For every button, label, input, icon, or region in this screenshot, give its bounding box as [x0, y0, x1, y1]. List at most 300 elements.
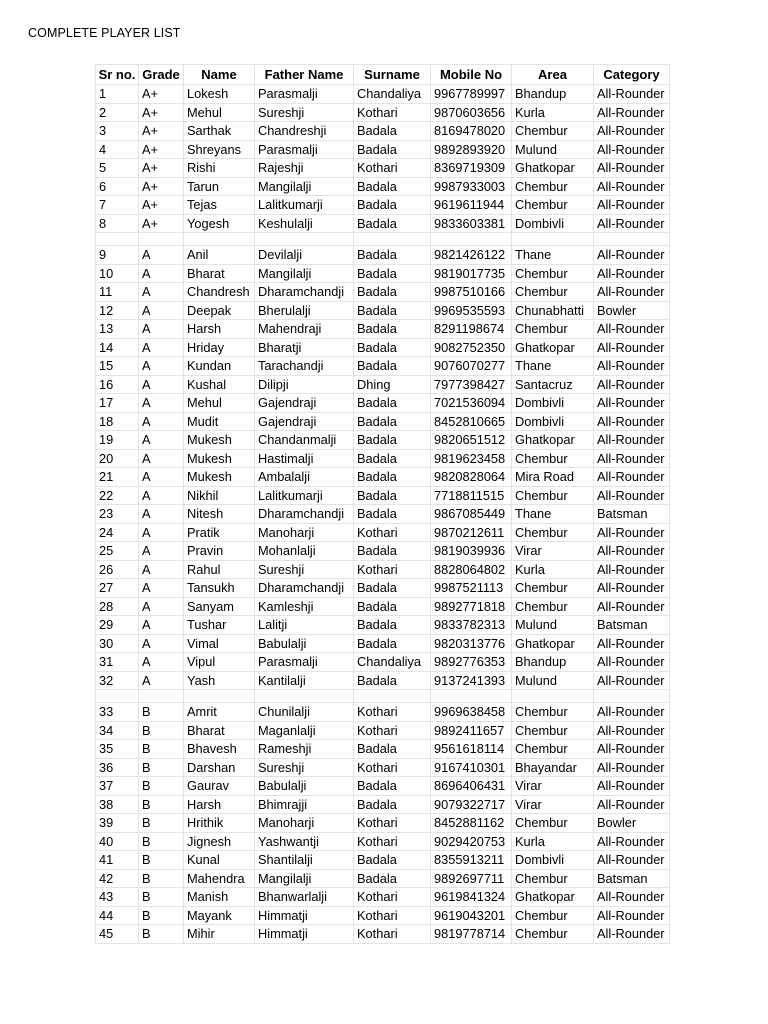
cell-category: All-Rounder: [594, 103, 670, 122]
cell-father-name: Gajendraji: [255, 394, 354, 413]
table-row: [96, 122, 670, 141]
cell-area: Chembur: [512, 264, 594, 283]
cell-category: All-Rounder: [594, 196, 670, 215]
cell-father-name: Chandanmalji: [255, 431, 354, 450]
cell-mobile-no: 7718811515: [431, 486, 512, 505]
header-name: Name: [184, 65, 255, 85]
cell-sr-no: 2: [96, 103, 139, 122]
cell-area: Chembur: [512, 320, 594, 339]
cell-area: Chembur: [512, 703, 594, 722]
cell-surname: Chandaliya: [354, 653, 431, 672]
cell-surname: Badala: [354, 214, 431, 233]
cell-area: Chembur: [512, 177, 594, 196]
table-row: [96, 542, 670, 561]
cell-sr-no: 18: [96, 412, 139, 431]
table-row: [96, 375, 670, 394]
cell-father-name: Dharamchandji: [255, 505, 354, 524]
cell-sr-no: 21: [96, 468, 139, 487]
cell-name: Pravin: [184, 542, 255, 561]
cell-sr-no: 13: [96, 320, 139, 339]
cell-grade: A: [139, 264, 184, 283]
cell-area: Mulund: [512, 140, 594, 159]
empty-cell: [431, 690, 512, 703]
cell-name: Rishi: [184, 159, 255, 178]
cell-father-name: Lalitkumarji: [255, 486, 354, 505]
table-row: [96, 177, 670, 196]
cell-mobile-no: 9892697711: [431, 869, 512, 888]
cell-surname: Badala: [354, 431, 431, 450]
cell-mobile-no: 9969535593: [431, 301, 512, 320]
cell-father-name: Mangilalji: [255, 264, 354, 283]
cell-surname: Kothari: [354, 758, 431, 777]
cell-name: Harsh: [184, 795, 255, 814]
cell-surname: Badala: [354, 468, 431, 487]
cell-father-name: Babulalji: [255, 634, 354, 653]
cell-surname: Kothari: [354, 888, 431, 907]
cell-father-name: Lalitkumarji: [255, 196, 354, 215]
cell-father-name: Parasmalji: [255, 85, 354, 104]
cell-grade: B: [139, 795, 184, 814]
cell-category: All-Rounder: [594, 906, 670, 925]
cell-surname: Badala: [354, 740, 431, 759]
table-row: [96, 338, 670, 357]
cell-father-name: Sureshji: [255, 758, 354, 777]
cell-father-name: Bhanwarlalji: [255, 888, 354, 907]
cell-name: Kundan: [184, 357, 255, 376]
cell-category: All-Rounder: [594, 375, 670, 394]
cell-sr-no: 44: [96, 906, 139, 925]
cell-area: Chembur: [512, 486, 594, 505]
cell-mobile-no: 9820651512: [431, 431, 512, 450]
cell-sr-no: 4: [96, 140, 139, 159]
table-row: [96, 869, 670, 888]
cell-area: Chembur: [512, 906, 594, 925]
cell-category: All-Rounder: [594, 486, 670, 505]
cell-surname: Badala: [354, 795, 431, 814]
table-row: [96, 560, 670, 579]
cell-area: Chembur: [512, 597, 594, 616]
cell-grade: B: [139, 906, 184, 925]
cell-father-name: Mangilalji: [255, 869, 354, 888]
cell-category: All-Rounder: [594, 758, 670, 777]
cell-grade: A: [139, 394, 184, 413]
empty-cell: [512, 690, 594, 703]
empty-cell: [96, 690, 139, 703]
cell-name: Sanyam: [184, 597, 255, 616]
cell-sr-no: 38: [96, 795, 139, 814]
cell-grade: A: [139, 320, 184, 339]
empty-cell: [431, 233, 512, 246]
cell-area: Dombivli: [512, 412, 594, 431]
cell-sr-no: 42: [96, 869, 139, 888]
empty-cell: [594, 690, 670, 703]
table-row: [96, 264, 670, 283]
empty-cell: [354, 233, 431, 246]
cell-mobile-no: 9561618114: [431, 740, 512, 759]
empty-cell: [512, 233, 594, 246]
cell-grade: A+: [139, 85, 184, 104]
cell-sr-no: 7: [96, 196, 139, 215]
cell-father-name: Lalitji: [255, 616, 354, 635]
cell-mobile-no: 9167410301: [431, 758, 512, 777]
cell-mobile-no: 8696406431: [431, 777, 512, 796]
cell-area: Mulund: [512, 616, 594, 635]
cell-sr-no: 16: [96, 375, 139, 394]
cell-area: Virar: [512, 795, 594, 814]
cell-grade: A: [139, 560, 184, 579]
cell-area: Chembur: [512, 869, 594, 888]
cell-father-name: Dharamchandji: [255, 579, 354, 598]
cell-sr-no: 39: [96, 814, 139, 833]
cell-mobile-no: 9870603656: [431, 103, 512, 122]
document-title: COMPLETE PLAYER LIST: [28, 26, 181, 40]
cell-name: Yash: [184, 671, 255, 690]
cell-category: All-Rounder: [594, 888, 670, 907]
table-row: [96, 634, 670, 653]
cell-category: All-Rounder: [594, 283, 670, 302]
table-row: [96, 795, 670, 814]
cell-surname: Kothari: [354, 925, 431, 944]
cell-name: Tejas: [184, 196, 255, 215]
cell-category: All-Rounder: [594, 214, 670, 233]
cell-category: All-Rounder: [594, 851, 670, 870]
cell-name: Manish: [184, 888, 255, 907]
empty-cell: [184, 233, 255, 246]
cell-category: All-Rounder: [594, 177, 670, 196]
table-row: [96, 597, 670, 616]
cell-father-name: Ambalalji: [255, 468, 354, 487]
cell-category: All-Rounder: [594, 597, 670, 616]
cell-father-name: Mohanlalji: [255, 542, 354, 561]
cell-surname: Kothari: [354, 560, 431, 579]
cell-sr-no: 12: [96, 301, 139, 320]
cell-father-name: Rameshji: [255, 740, 354, 759]
cell-area: Thane: [512, 246, 594, 265]
cell-grade: A: [139, 486, 184, 505]
cell-surname: Kothari: [354, 703, 431, 722]
cell-father-name: Kamleshji: [255, 597, 354, 616]
cell-name: Tarun: [184, 177, 255, 196]
cell-surname: Kothari: [354, 103, 431, 122]
cell-category: All-Rounder: [594, 412, 670, 431]
cell-father-name: Hastimalji: [255, 449, 354, 468]
player-table: [95, 64, 670, 944]
cell-area: Santacruz: [512, 375, 594, 394]
cell-area: Virar: [512, 542, 594, 561]
cell-category: Batsman: [594, 505, 670, 524]
cell-name: Mehul: [184, 394, 255, 413]
cell-name: Mahendra: [184, 869, 255, 888]
cell-area: Mulund: [512, 671, 594, 690]
table-row: [96, 246, 670, 265]
cell-sr-no: 22: [96, 486, 139, 505]
cell-grade: A: [139, 505, 184, 524]
cell-category: All-Rounder: [594, 246, 670, 265]
cell-area: Ghatkopar: [512, 431, 594, 450]
cell-name: Mayank: [184, 906, 255, 925]
cell-surname: Badala: [354, 777, 431, 796]
cell-mobile-no: 8169478020: [431, 122, 512, 141]
cell-name: Kushal: [184, 375, 255, 394]
cell-name: Tansukh: [184, 579, 255, 598]
cell-mobile-no: 8355913211: [431, 851, 512, 870]
cell-grade: A: [139, 468, 184, 487]
cell-father-name: Shantilalji: [255, 851, 354, 870]
cell-mobile-no: 8291198674: [431, 320, 512, 339]
cell-grade: A+: [139, 140, 184, 159]
table-row: [96, 412, 670, 431]
cell-sr-no: 29: [96, 616, 139, 635]
cell-sr-no: 5: [96, 159, 139, 178]
cell-mobile-no: 9819039936: [431, 542, 512, 561]
cell-area: Bhayandar: [512, 758, 594, 777]
empty-cell: [139, 233, 184, 246]
cell-name: Kunal: [184, 851, 255, 870]
cell-area: Bhandup: [512, 653, 594, 672]
cell-category: All-Rounder: [594, 671, 670, 690]
cell-sr-no: 27: [96, 579, 139, 598]
table-row: [96, 357, 670, 376]
cell-area: Ghatkopar: [512, 338, 594, 357]
cell-grade: A: [139, 283, 184, 302]
cell-grade: A+: [139, 177, 184, 196]
header-sr-no: Sr no.: [96, 65, 139, 85]
cell-mobile-no: 9819623458: [431, 449, 512, 468]
cell-area: Thane: [512, 357, 594, 376]
cell-grade: A: [139, 542, 184, 561]
cell-name: Vipul: [184, 653, 255, 672]
cell-name: Bhavesh: [184, 740, 255, 759]
table-row: [96, 777, 670, 796]
cell-mobile-no: 9892776353: [431, 653, 512, 672]
cell-father-name: Chunilalji: [255, 703, 354, 722]
cell-sr-no: 9: [96, 246, 139, 265]
group-separator-row: [96, 690, 670, 703]
cell-mobile-no: 9987933003: [431, 177, 512, 196]
cell-surname: Dhing: [354, 375, 431, 394]
cell-category: All-Rounder: [594, 703, 670, 722]
cell-father-name: Himmatji: [255, 925, 354, 944]
cell-sr-no: 35: [96, 740, 139, 759]
cell-surname: Badala: [354, 486, 431, 505]
cell-father-name: Keshulalji: [255, 214, 354, 233]
cell-surname: Badala: [354, 394, 431, 413]
header-mobile-no: Mobile No: [431, 65, 512, 85]
table-row: [96, 653, 670, 672]
cell-mobile-no: 9833603381: [431, 214, 512, 233]
cell-area: Virar: [512, 777, 594, 796]
cell-mobile-no: 9137241393: [431, 671, 512, 690]
table-row: [96, 196, 670, 215]
cell-category: All-Rounder: [594, 394, 670, 413]
cell-sr-no: 25: [96, 542, 139, 561]
cell-name: Mukesh: [184, 468, 255, 487]
cell-grade: A+: [139, 159, 184, 178]
cell-mobile-no: 7021536094: [431, 394, 512, 413]
cell-sr-no: 40: [96, 832, 139, 851]
cell-father-name: Bharatji: [255, 338, 354, 357]
cell-category: All-Rounder: [594, 721, 670, 740]
cell-category: All-Rounder: [594, 85, 670, 104]
cell-sr-no: 36: [96, 758, 139, 777]
header-category: Category: [594, 65, 670, 85]
cell-father-name: Chandreshji: [255, 122, 354, 141]
cell-father-name: Parasmalji: [255, 140, 354, 159]
empty-cell: [594, 233, 670, 246]
table-row: [96, 671, 670, 690]
cell-grade: B: [139, 869, 184, 888]
cell-category: All-Rounder: [594, 338, 670, 357]
cell-name: Rahul: [184, 560, 255, 579]
cell-category: All-Rounder: [594, 140, 670, 159]
table-row: [96, 814, 670, 833]
cell-father-name: Devilalji: [255, 246, 354, 265]
cell-mobile-no: 7977398427: [431, 375, 512, 394]
cell-name: Bharat: [184, 264, 255, 283]
table-row: [96, 851, 670, 870]
cell-mobile-no: 9079322717: [431, 795, 512, 814]
cell-mobile-no: 8828064802: [431, 560, 512, 579]
cell-mobile-no: 9819017735: [431, 264, 512, 283]
cell-sr-no: 28: [96, 597, 139, 616]
cell-sr-no: 31: [96, 653, 139, 672]
cell-grade: A: [139, 449, 184, 468]
cell-grade: A: [139, 634, 184, 653]
cell-category: Batsman: [594, 616, 670, 635]
cell-father-name: Dharamchandji: [255, 283, 354, 302]
cell-grade: A: [139, 375, 184, 394]
cell-surname: Badala: [354, 597, 431, 616]
cell-father-name: Manoharji: [255, 523, 354, 542]
cell-area: Ghatkopar: [512, 159, 594, 178]
cell-area: Chembur: [512, 122, 594, 141]
cell-surname: Kothari: [354, 523, 431, 542]
cell-category: All-Rounder: [594, 925, 670, 944]
cell-sr-no: 10: [96, 264, 139, 283]
cell-name: Sarthak: [184, 122, 255, 141]
cell-category: All-Rounder: [594, 449, 670, 468]
cell-father-name: Mahendraji: [255, 320, 354, 339]
cell-area: Ghatkopar: [512, 888, 594, 907]
table-row: [96, 523, 670, 542]
cell-name: Deepak: [184, 301, 255, 320]
table-row: [96, 85, 670, 104]
cell-grade: B: [139, 888, 184, 907]
cell-category: All-Rounder: [594, 122, 670, 141]
cell-surname: Badala: [354, 634, 431, 653]
table-row: [96, 468, 670, 487]
cell-category: All-Rounder: [594, 777, 670, 796]
cell-sr-no: 45: [96, 925, 139, 944]
cell-mobile-no: 9619611944: [431, 196, 512, 215]
cell-grade: B: [139, 925, 184, 944]
cell-name: Nikhil: [184, 486, 255, 505]
table-row: [96, 758, 670, 777]
cell-name: Anil: [184, 246, 255, 265]
cell-area: Dombivli: [512, 851, 594, 870]
cell-grade: B: [139, 777, 184, 796]
empty-cell: [255, 233, 354, 246]
cell-area: Dombivli: [512, 214, 594, 233]
header-grade: Grade: [139, 65, 184, 85]
cell-father-name: Manoharji: [255, 814, 354, 833]
table-row: [96, 925, 670, 944]
cell-grade: A+: [139, 214, 184, 233]
cell-sr-no: 20: [96, 449, 139, 468]
cell-grade: A+: [139, 196, 184, 215]
cell-grade: A: [139, 671, 184, 690]
cell-surname: Badala: [354, 579, 431, 598]
cell-surname: Badala: [354, 357, 431, 376]
cell-area: Ghatkopar: [512, 634, 594, 653]
table-row: [96, 579, 670, 598]
cell-name: Chandresh: [184, 283, 255, 302]
cell-grade: A: [139, 579, 184, 598]
cell-name: Mehul: [184, 103, 255, 122]
cell-name: Mukesh: [184, 431, 255, 450]
cell-sr-no: 34: [96, 721, 139, 740]
cell-grade: A: [139, 597, 184, 616]
table-row: [96, 103, 670, 122]
empty-cell: [255, 690, 354, 703]
cell-area: Kurla: [512, 560, 594, 579]
cell-sr-no: 26: [96, 560, 139, 579]
cell-grade: A+: [139, 103, 184, 122]
cell-sr-no: 11: [96, 283, 139, 302]
cell-mobile-no: 9820313776: [431, 634, 512, 653]
cell-area: Chembur: [512, 196, 594, 215]
cell-surname: Chandaliya: [354, 85, 431, 104]
cell-sr-no: 14: [96, 338, 139, 357]
cell-mobile-no: 9987510166: [431, 283, 512, 302]
cell-area: Dombivli: [512, 394, 594, 413]
table-row: [96, 486, 670, 505]
cell-surname: Badala: [354, 449, 431, 468]
cell-surname: Badala: [354, 283, 431, 302]
table-row: [96, 449, 670, 468]
cell-category: All-Rounder: [594, 634, 670, 653]
cell-grade: A: [139, 412, 184, 431]
cell-name: Bharat: [184, 721, 255, 740]
cell-name: Jignesh: [184, 832, 255, 851]
cell-grade: A: [139, 338, 184, 357]
cell-category: Batsman: [594, 869, 670, 888]
table-row: [96, 906, 670, 925]
cell-category: All-Rounder: [594, 542, 670, 561]
cell-category: All-Rounder: [594, 560, 670, 579]
group-separator-row: [96, 233, 670, 246]
cell-mobile-no: 9821426122: [431, 246, 512, 265]
cell-name: Mukesh: [184, 449, 255, 468]
cell-father-name: Bherulalji: [255, 301, 354, 320]
cell-surname: Badala: [354, 320, 431, 339]
empty-cell: [354, 690, 431, 703]
cell-mobile-no: 9892411657: [431, 721, 512, 740]
cell-grade: A: [139, 301, 184, 320]
cell-surname: Badala: [354, 301, 431, 320]
table-row: [96, 740, 670, 759]
cell-area: Chunabhatti: [512, 301, 594, 320]
table-row: [96, 140, 670, 159]
cell-surname: Badala: [354, 869, 431, 888]
cell-grade: B: [139, 832, 184, 851]
cell-father-name: Gajendraji: [255, 412, 354, 431]
cell-area: Thane: [512, 505, 594, 524]
table-row: [96, 721, 670, 740]
cell-area: Mira Road: [512, 468, 594, 487]
cell-grade: A: [139, 357, 184, 376]
cell-name: Gaurav: [184, 777, 255, 796]
